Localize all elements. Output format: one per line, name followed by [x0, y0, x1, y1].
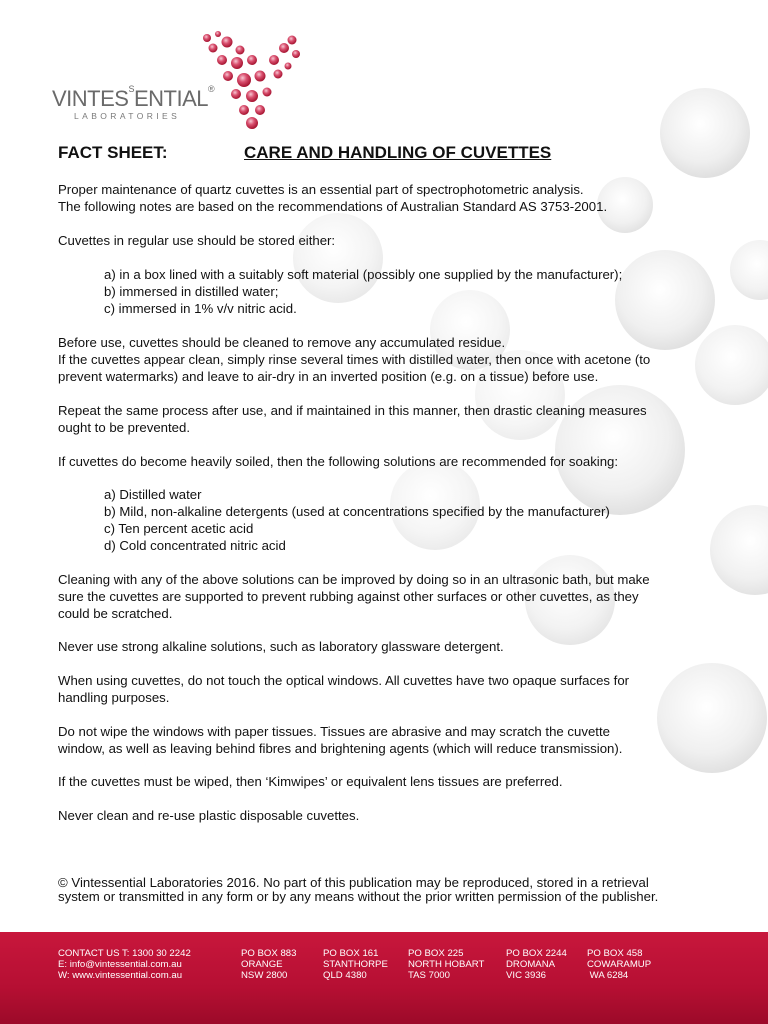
office-state-postcode: QLD 4380: [323, 970, 367, 981]
logo-name-part1: VINTES: [52, 86, 129, 111]
logo-grape-icon: [200, 30, 310, 130]
office-po-box: PO BOX 225: [408, 948, 464, 959]
title-label: FACT SHEET:: [58, 143, 168, 162]
alkaline-warning: Never use strong alkaline solutions, such as laboratory glassware detergent.: [58, 639, 504, 654]
office-po-box: PO BOX 883: [241, 948, 297, 959]
ultrasonic-line-3: could be scratched.: [58, 606, 173, 621]
soak-item: c) Ten percent acetic acid: [104, 521, 254, 536]
office-state-postcode: VIC 3936: [506, 970, 547, 981]
office-town: STANTHORPE: [323, 959, 388, 970]
office-state-postcode: WA 6284: [587, 970, 629, 981]
contact-website: W: www.vintessential.com.au: [58, 970, 183, 981]
plastic-note: Never clean and re-use plastic disposable cuvettes.: [58, 808, 360, 823]
office-po-box: PO BOX 458: [587, 948, 643, 959]
title-heading: CARE AND HANDLING OF CUVETTES: [244, 143, 552, 162]
ultrasonic-line-1: Cleaning with any of the above solutions can be improved by doing so in an ultrasonic bath, but make: [58, 572, 650, 587]
logo-registered-mark: ®: [208, 84, 215, 94]
logo-subtitle: LABORATORIES: [74, 111, 181, 121]
soak-item: d) Cold concentrated nitric acid: [104, 538, 286, 553]
logo-name-sup: S: [128, 84, 134, 94]
footer-office-north-hobart: [408, 948, 484, 981]
office-state-postcode: TAS 7000: [408, 970, 450, 981]
wipe-line-1: Do not wipe the windows with paper tissues. Tissues are abrasive and may scratch the cuvette: [58, 724, 610, 739]
soiled-intro: If cuvettes do become heavily soiled, then the following solutions are recommended for soaking:: [58, 454, 619, 469]
office-po-box: PO BOX 161: [323, 948, 379, 959]
intro-line-2: The following notes are based on the recommendations of Australian Standard AS 3753-2001.: [58, 199, 608, 214]
before-use-line-2: If the cuvettes appear clean, simply rinse several times with distilled water, then once with acetone (to: [58, 352, 651, 367]
repeat-line-1: Repeat the same process after use, and if maintained in this manner, then drastic cleaning measures: [58, 403, 647, 418]
footer-contact-bar: [0, 932, 768, 1024]
footer-contact: [58, 948, 191, 981]
office-town: ORANGE: [241, 959, 283, 970]
logo-name-part2: ENTIAL: [133, 86, 209, 111]
office-town: DROMANA: [506, 959, 556, 970]
footer-office-stanthorpe: [323, 948, 388, 981]
storage-item: c) immersed in 1% v/v nitric acid.: [104, 301, 297, 316]
kimwipes-note: If the cuvettes must be wiped, then ‘Kimwipes’ or equivalent lens tissues are preferred.: [58, 774, 563, 789]
storage-item: a) in a box lined with a suitably soft material (possibly one supplied by the manufacturer);: [104, 267, 623, 282]
contact-phone: CONTACT US T: 1300 30 2242: [58, 948, 191, 959]
contact-email: E: info@vintessential.com.au: [58, 959, 182, 970]
office-town: COWARAMUP: [587, 959, 652, 970]
wipe-line-2: window, as well as leaving behind fibres and brightening agents (which will reduce transmission).: [58, 741, 623, 756]
storage-item: b) immersed in distilled water;: [104, 284, 279, 299]
touch-line-1: When using cuvettes, do not touch the optical windows. All cuvettes have two opaque surfaces for: [58, 673, 630, 688]
footer-office-dromana: [506, 948, 567, 981]
company-logo-wordmark: [52, 86, 214, 112]
before-use-line-3: prevent watermarks) and leave to air-dry in an inverted position (e.g. on a tissue) before use.: [58, 369, 599, 384]
copyright-line-1: © Vintessential Laboratories 2016. No part of this publication may be reproduced, stored in a retrieval: [58, 875, 649, 890]
ultrasonic-line-2: sure the cuvettes are supported to prevent rubbing against other surfaces or other cuvettes, as they: [58, 589, 639, 604]
soak-item: b) Mild, non-alkaline detergents (used at concentrations specified by the manufacturer): [104, 504, 610, 519]
soak-item: a) Distilled water: [104, 487, 202, 502]
office-town: NORTH HOBART: [408, 959, 485, 970]
storage-intro: Cuvettes in regular use should be stored either:: [58, 233, 336, 248]
office-state-postcode: NSW 2800: [241, 970, 288, 981]
footer-office-orange: [241, 948, 296, 981]
footer-office-cowaramup: [587, 948, 651, 981]
touch-line-2: handling purposes.: [58, 690, 170, 705]
before-use-line-1: Before use, cuvettes should be cleaned to remove any accumulated residue.: [58, 335, 506, 350]
repeat-line-2: ought to be prevented.: [58, 420, 190, 435]
copyright-line-2: system or transmitted in any form or by any means without the prior written permission of the publisher.: [58, 889, 659, 904]
office-po-box: PO BOX 2244: [506, 948, 567, 959]
intro-line-1: Proper maintenance of quartz cuvettes is an essential part of spectrophotometric analysis.: [58, 182, 584, 197]
